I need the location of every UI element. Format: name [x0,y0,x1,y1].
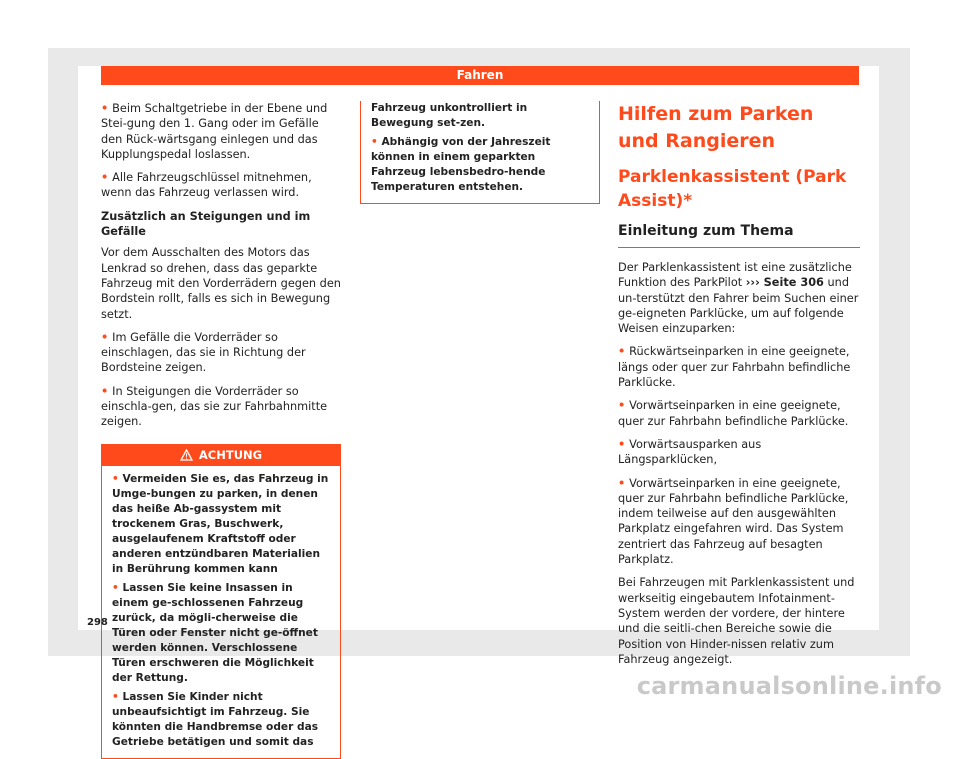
warning-triangle-icon [180,449,193,461]
warning-item: • Lassen Sie keine Insassen in einem ge-schlossenen Fahrzeug zurück, da mögli-cherweise die Türen oder Fenster nicht ge-öffnet werden können. Verschlossene Türen erschweren die Möglichkeit der Rettung. [112,581,330,686]
list-item: • Vorwärtseinparken in eine geeignete, quer zur Fahrbahn befindliche Parklücke. [618,398,860,429]
subheading: Zusätzlich an Steigungen und im Gefälle [101,209,311,239]
list-item: • In Steigungen die Vorderräder so einschla-gen, das sie zur Fahrbahnmitte zeigen. [101,384,341,430]
list-item: • Vorwärtseinparken in eine geeignete, quer zur Fahrbahn befindliche Parklücke, indem teilweise auf den ausgewählten Parkplatz eingefahren wird. Das System zentriert das Fahrzeug auf besagten Parkplatz. [618,476,860,568]
intro-paragraph: Der Parklenkassistent ist eine zusätzliche Funktion des ParkPilot ››› Seite 306 und un-terstützt den Fahrer beim Suchen einer ge-eigneten Parklücke, um auf folgende Weisen einzuparken: [618,261,859,336]
column-right [618,101,860,675]
warning-continuation: Fahrzeug unkontrolliert in Bewegung set-zen. [371,102,528,129]
watermark: carmanualsonline.info [636,672,942,700]
chapter-title: Hilfen zum Parken und Rangieren [618,103,814,152]
warning-box-continued [360,101,600,204]
warning-item: • Lassen Sie Kinder nicht unbeaufsichtigt im Fahrzeug. Sie könnten die Handbremse oder das Getriebe betätigen und somit das [112,690,330,750]
page-reference-link[interactable]: ››› Seite 306 [745,276,824,290]
list-item: • Vorwärtsausparken aus Längsparklücken, [618,437,860,468]
column-left [101,101,341,759]
closing-paragraph: Bei Fahrzeugen mit Parklenkassistent und werkseitig eingebautem Infotainment-System werden der vordere, der hintere und die seitli-chen Bereiche sowie die Position von Hinder-nissen relativ zum Fahrzeug angezeigt. [618,576,855,666]
topic-title: Einleitung zum Thema [618,221,860,248]
warning-item: • Vermeiden Sie es, das Fahrzeug in Umge-bungen zu parken, in denen das heiße Ab-gassystem mit trockenem Gras, Buschwerk, ausgelaufenem Kraftstoff oder anderen entzündbaren Materialien in Berührung kommen kann [112,472,330,577]
warning-item: • Abhängig von der Jahreszeit können in einem geparkten Fahrzeug lebensbedro-hende Temperaturen entstehen. [371,135,589,195]
list-item: • Im Gefälle die Vorderräder so einschlagen, das sie in Richtung der Bordsteine zeigen. [101,330,341,376]
warning-box [101,444,341,759]
warning-body [102,466,340,758]
column-middle [360,101,600,204]
page-number: 298 [87,617,108,628]
section-header: Fahren [101,66,859,85]
paragraph: Vor dem Ausschalten des Motors das Lenkrad so drehen, dass das geparkte Fahrzeug mit den Vorderrädern gegen den Bordstein rollt, falls es sich in Bewegung setzt. [101,246,341,321]
list-item: • Alle Fahrzeugschlüssel mitnehmen, wenn das Fahrzeug verlassen wird. [101,170,341,201]
warning-title: ACHTUNG [198,447,263,462]
list-item: • Beim Schaltgetriebe in der Ebene und Stei-gung den 1. Gang oder im Gefälle den Rück-wärtsgang einlegen und das Kupplungspedal loslassen. [101,101,341,162]
section-title: Parklenkassistent (Park Assist)* [618,167,847,211]
list-item: • Rückwärtseinparken in eine geeignete, längs oder quer zur Fahrbahn befindliche Parklücke. [618,344,860,390]
warning-header [102,445,340,466]
